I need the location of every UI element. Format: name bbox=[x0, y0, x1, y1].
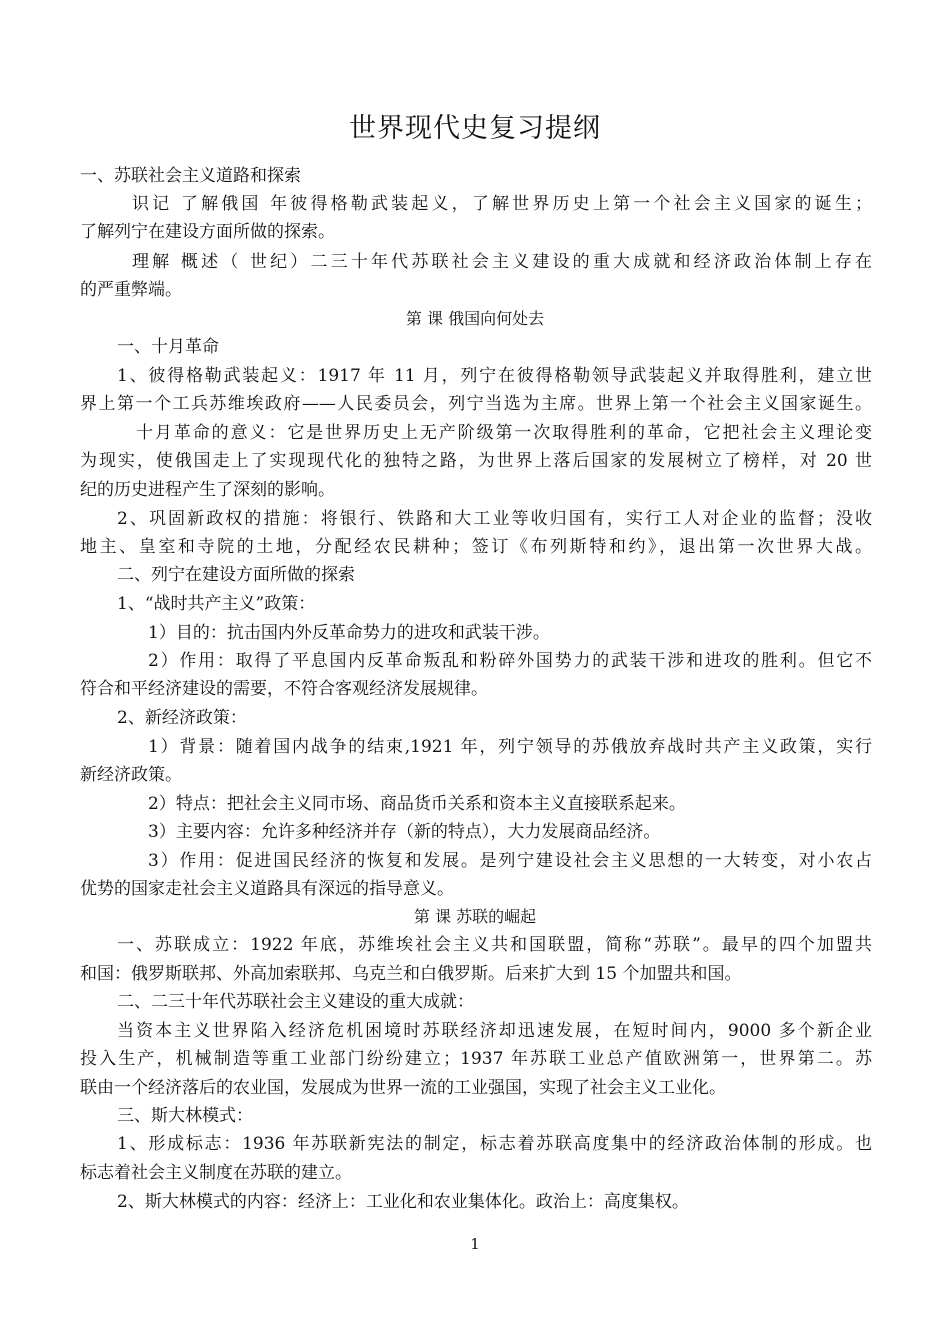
text-line: 1、形成标志：1936 年苏联新宪法的制定，标志着苏联高度集中的经济政治体制的形成。也 bbox=[117, 1134, 872, 1154]
text-line: 为现实，使俄国走上了实现现代化的独特之路，为世界上落后国家的发展树立了榜样，对 20 世 bbox=[80, 451, 872, 471]
text-line: 一、苏联成立：1922 年底，苏维埃社会主义共和国联盟，简称“苏联”。最早的四个加盟共 bbox=[117, 935, 872, 955]
text-line: 新经济政策。 bbox=[80, 765, 182, 785]
text-line: 理解 概述（ 世纪）二三十年代苏联社会主义建设的重大成就和经济政治体制上存在 bbox=[132, 252, 872, 272]
page-number: 1 bbox=[470, 1235, 480, 1253]
text-line: 标志着社会主义制度在苏联的建立。 bbox=[80, 1163, 352, 1183]
subsection-heading: 二、二三十年代苏联社会主义建设的重大成就： bbox=[117, 992, 474, 1012]
section-heading: 一、苏联社会主义道路和探索 bbox=[80, 166, 301, 186]
page-title: 世界现代史复习提纲 bbox=[349, 113, 601, 144]
text-line: 1）背景：随着国内战争的结束,1921 年，列宁领导的苏俄放弃战时共产主义政策，实行 bbox=[148, 737, 872, 757]
text-line: 1）目的：抗击国内外反革命势力的进攻和武装干涉。 bbox=[148, 623, 550, 643]
text-line: 当资本主义世界陷入经济危机困境时苏联经济却迅速发展，在短时间内，9000 多个新企业 bbox=[117, 1021, 872, 1041]
text-line: 投入生产，机械制造等重工业部门纷纷建立；1937 年苏联工业总产值欧洲第一，世界第二。苏 bbox=[80, 1049, 872, 1069]
subsection-heading: 一、十月革命 bbox=[117, 337, 219, 357]
lesson-heading: 第 课 苏联的崛起 bbox=[413, 907, 537, 926]
text-line: 纪的历史进程产生了深刻的影响。 bbox=[80, 480, 335, 500]
subsection-heading: 二、列宁在建设方面所做的探索 bbox=[117, 565, 355, 585]
text-line: 地主、皇室和寺院的土地，分配经农民耕种；签订《布列斯特和约》，退出第一次世界大战。 bbox=[80, 537, 872, 557]
subsection-heading: 三、斯大林模式： bbox=[117, 1106, 253, 1126]
text-line: 了解列宁在建设方面所做的探索。 bbox=[80, 222, 335, 242]
text-line: 的严重弊端。 bbox=[80, 280, 182, 300]
text-line: 十月革命的意义：它是世界历史上无产阶级第一次取得胜利的革命，它把社会主义理论变 bbox=[136, 423, 872, 443]
text-line: 2）作用：取得了平息国内反革命叛乱和粉碎外国势力的武装干涉和进攻的胜利。但它不 bbox=[148, 651, 872, 671]
text-line: 1、“战时共产主义”政策： bbox=[117, 594, 316, 614]
text-line: 符合和平经济建设的需要，不符合客观经济发展规律。 bbox=[80, 679, 488, 699]
text-line: 2、斯大林模式的内容：经济上：工业化和农业集体化。政治上：高度集权。 bbox=[117, 1192, 689, 1212]
text-line: 2、巩固新政权的措施：将银行、铁路和大工业等收归国有，实行工人对企业的监督；没收 bbox=[117, 509, 872, 529]
lesson-heading: 第 课 俄国向何处去 bbox=[405, 309, 545, 328]
text-line: 联由一个经济落后的农业国，发展成为世界一流的工业强国，实现了社会主义工业化。 bbox=[80, 1078, 726, 1098]
text-line: 界上第一个工兵苏维埃政府——人民委员会，列宁当选为主席。世界上第一个社会主义国家诞生。 bbox=[80, 394, 872, 414]
text-line: 1、彼得格勒武装起义：1917 年 11 月，列宁在彼得格勒领导武装起义并取得胜利，建立世 bbox=[117, 366, 872, 386]
text-line: 2）特点：把社会主义同市场、商品货币关系和资本主义直接联系起来。 bbox=[148, 794, 686, 814]
text-line: 优势的国家走社会主义道路具有深远的指导意义。 bbox=[80, 879, 454, 899]
text-line: 和国：俄罗斯联邦、外高加索联邦、乌克兰和白俄罗斯。后来扩大到 15 个加盟共和国。 bbox=[80, 964, 742, 984]
text-line: 识记 了解俄国 年彼得格勒武装起义，了解世界历史上第一个社会主义国家的诞生； bbox=[132, 194, 872, 214]
text-line: 3）作用：促进国民经济的恢复和发展。是列宁建设社会主义思想的一大转变，对小农占 bbox=[148, 851, 872, 871]
text-line: 3）主要内容：允许多种经济并存（新的特点），大力发展商品经济。 bbox=[148, 822, 661, 842]
text-line: 2、新经济政策： bbox=[117, 708, 247, 728]
